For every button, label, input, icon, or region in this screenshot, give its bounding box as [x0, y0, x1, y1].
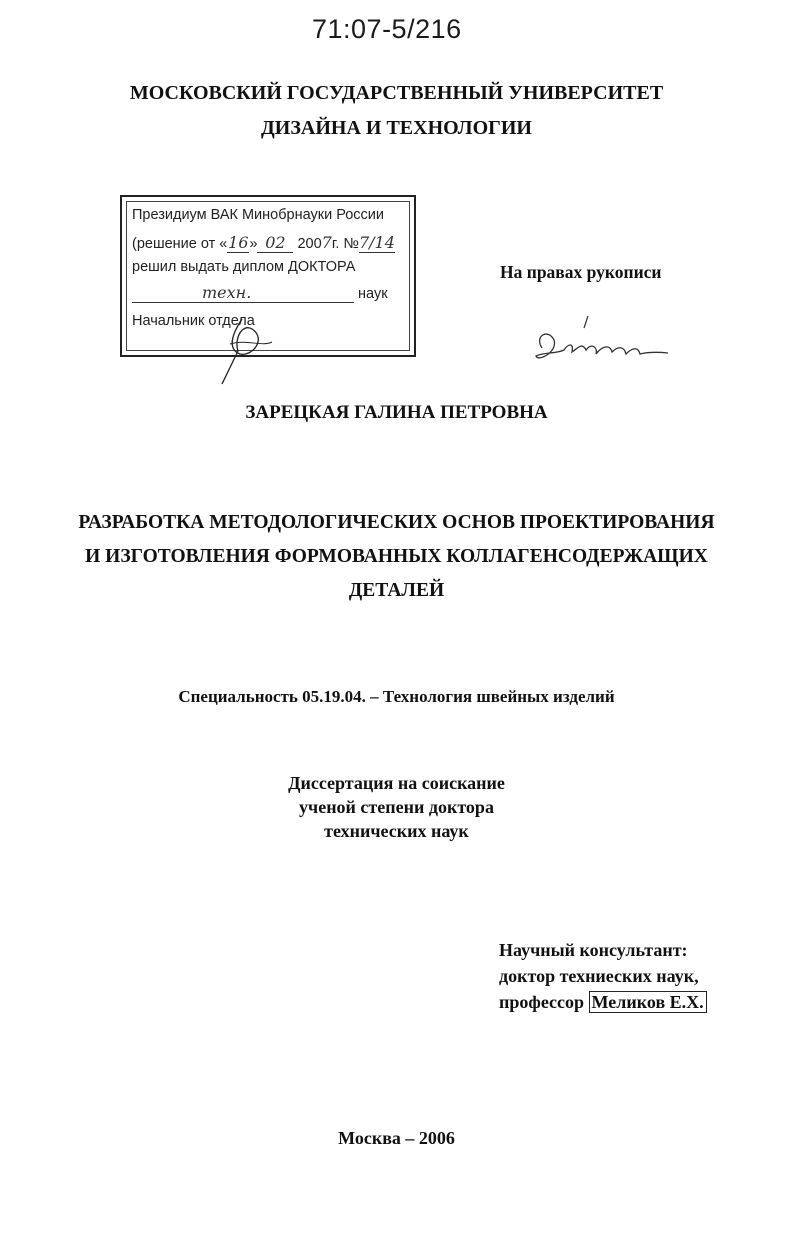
stamp-decision-prefix: (решение от « [132, 236, 228, 252]
stamp-month: 02 [257, 233, 293, 253]
manuscript-rights: На правах рукописи [500, 262, 662, 282]
dissertation-title-line3: ДЕТАЛЕЙ [348, 580, 445, 601]
catalog-number: 71:07-5/216 [312, 14, 462, 44]
stamp-signature-icon [212, 309, 292, 389]
stamp-year-digit: 7 [321, 233, 332, 252]
dissertation-title-line1: РАЗРАБОТКА МЕТОДОЛОГИЧЕСКИХ ОСНОВ ПРОЕКТИРОВАНИЯ [78, 512, 715, 533]
consultant-title: профессор [499, 992, 585, 1012]
university-name-line2: ДИЗАЙНА И ТЕХНОЛОГИИ [261, 117, 532, 139]
stamp-line1: Президиум ВАК Минобрнауки России [132, 207, 385, 223]
stamp-number-label: г. № [331, 236, 359, 252]
author-name: ЗАРЕЦКАЯ ГАЛИНА ПЕТРОВНА [245, 402, 548, 423]
university-name-line1: МОСКОВСКИЙ ГОСУДАРСТВЕННЫЙ УНИВЕРСИТЕТ [129, 82, 664, 104]
dissertation-type-line3: технических наук [324, 821, 469, 841]
stamp-line2: (решение от «16» 02 2007г. №7/14 [132, 233, 395, 252]
stamp-year-prefix: 200 [297, 236, 322, 252]
dissertation-title-line2: И ИЗГОТОВЛЕНИЯ ФОРМОВАННЫХ КОЛЛАГЕНСОДЕРЖАЩИХ [85, 546, 708, 567]
place-year: Москва – 2006 [338, 1128, 455, 1148]
stamp-line5: Начальник отдела [132, 313, 255, 329]
stamp-number: 7/14 [358, 233, 395, 252]
dissertation-type-line2: ученой степени доктора [299, 797, 494, 817]
vak-stamp [120, 195, 416, 357]
author-signature-icon [528, 312, 678, 374]
stamp-day: 16 [228, 233, 249, 252]
dissertation-type-line1: Диссертация на соискание [288, 773, 505, 793]
stamp-field-value: техн. [132, 283, 354, 303]
specialty: Специальность 05.19.04. – Технология швейных изделий [178, 687, 615, 706]
consultant-label: Научный консультант: [499, 940, 688, 960]
stamp-line4 [132, 283, 388, 303]
consultant-degree: доктор техниеских наук, [499, 966, 699, 986]
stamp-line3: решил выдать диплом ДОКТОРА [132, 259, 356, 275]
stamp-field-suffix: наук [358, 286, 388, 302]
consultant-name: Меликов Е.Х. [589, 991, 707, 1013]
consultant-title-line [499, 989, 707, 1015]
